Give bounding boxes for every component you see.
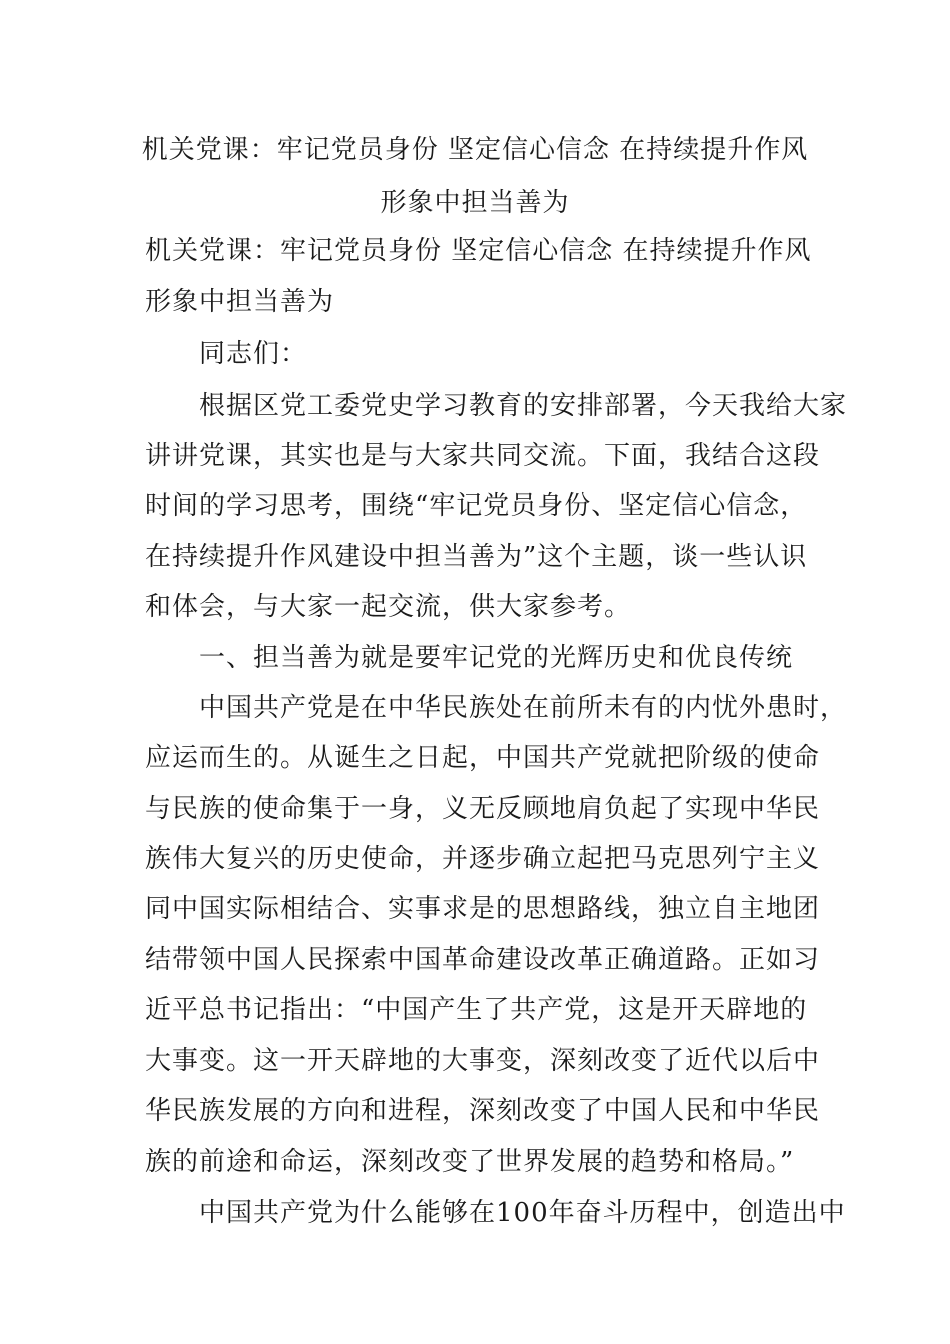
paragraph-line: 与民族的使命集于一身，义无反顾地肩负起了实现中华民 [145, 794, 821, 824]
paragraph-line: 华民族发展的方向和进程，深刻改变了中国人民和中华民 [145, 1096, 821, 1126]
paragraph-line: 中国共产党是在中华民族处在前所未有的内忧外患时， [145, 693, 848, 723]
paragraph-line: 近平总书记指出：“中国产生了共产党，这是开天辟地的 [145, 995, 808, 1025]
paragraph-line: 时间的学习思考，围绕“牢记党员身份、坚定信心信念， [145, 491, 808, 521]
document-title-line-1: 机关党课：牢记党员身份 坚定信心信念 在持续提升作风 [141, 135, 809, 165]
paragraph-line: 讲讲党课，其实也是与大家共同交流。下面，我结合这段 [145, 441, 821, 471]
paragraph-line: 应运而生的。从诞生之日起，中国共产党就把阶级的使命 [145, 743, 821, 773]
paragraph-line: 和体会，与大家一起交流，供大家参考。 [145, 592, 632, 622]
section-heading: 一、担当善为就是要牢记党的光辉历史和优良传统 [145, 643, 794, 673]
salutation: 同志们： [145, 339, 308, 369]
paragraph-line: 大事变。这一开天辟地的大事变，深刻改变了近代以后中 [145, 1046, 821, 1076]
paragraph-line: 族的前途和命运，深刻改变了世界发展的趋势和格局。” [145, 1147, 795, 1177]
paragraph-line: 根据区党工委党史学习教育的安排部署，今天我给大家 [145, 391, 848, 421]
paragraph-line: 在持续提升作风建设中担当善为”这个主题，谈一些认识 [145, 542, 808, 572]
paragraph-line: 结带领中国人民探索中国革命建设改革正确道路。正如习 [145, 945, 821, 975]
paragraph-line: 族伟大复兴的历史使命，并逐步确立起把马克思列宁主义 [145, 844, 821, 874]
body-title-line-2: 形象中担当善为 [145, 287, 335, 317]
body-title-line-1: 机关党课：牢记党员身份 坚定信心信念 在持续提升作风 [145, 236, 812, 266]
document-title-line-2: 形象中担当善为 [380, 188, 570, 218]
paragraph-line: 中国共产党为什么能够在100年奋斗历程中，创造出中 [145, 1198, 846, 1228]
paragraph-line: 同中国实际相结合、实事求是的思想路线，独立自主地团 [145, 894, 821, 924]
